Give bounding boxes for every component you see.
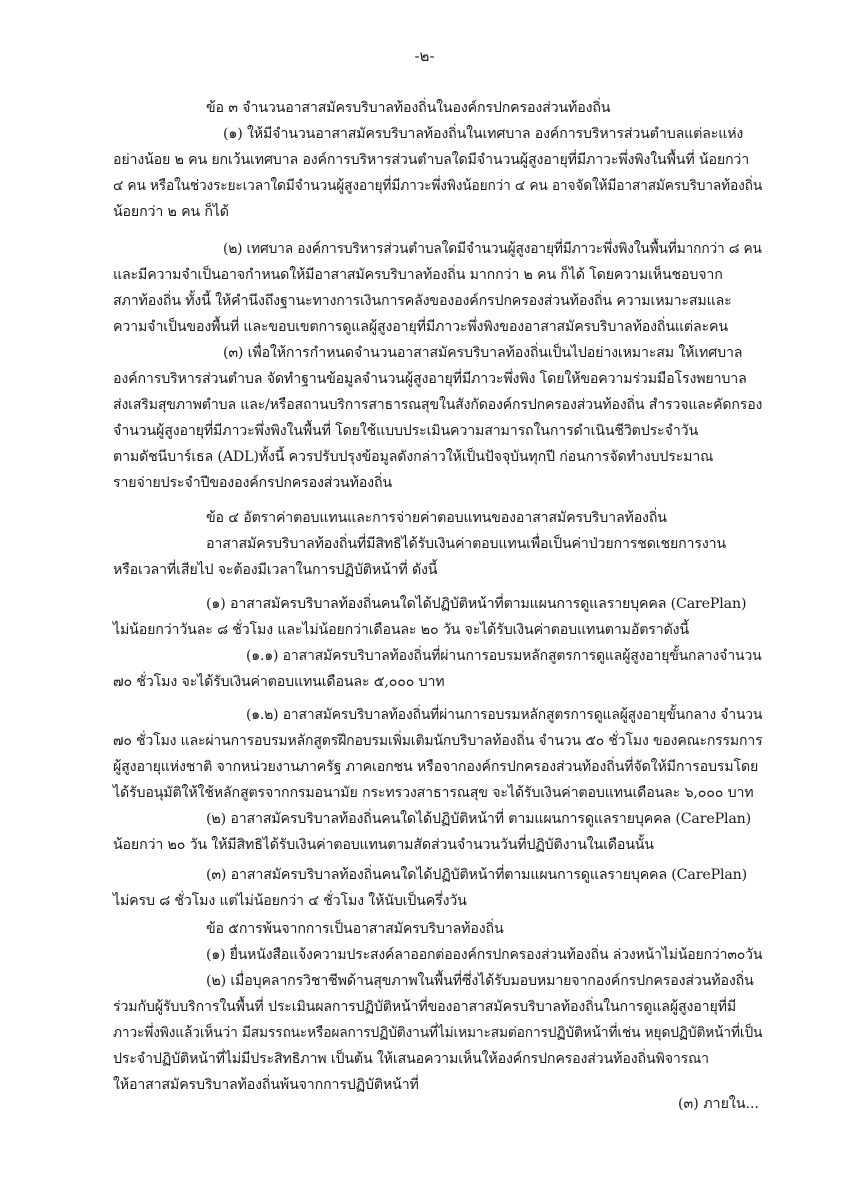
paragraph-line: ๗๐ ชั่วโมง จะได้รับเงินค่าตอบแทนเดือนละ ๕,๐๐๐ บาท <box>113 674 445 690</box>
paragraph-line: ผู้สูงอายุแห่งชาติ จากหน่วยงานภาครัฐ ภาคเอกชน หรือจากองค์กรปกครองส่วนท้องถิ่นที่จัดให้มีการอบรมโดย <box>113 759 759 775</box>
paragraph-line: อาสาสมัครบริบาลท้องถิ่นที่มีสิทธิได้รับเงินค่าตอบแทนเพื่อเป็นค่าป่วยการชดเชยการงาน <box>206 536 726 552</box>
paragraph-line: (๑) อาสาสมัครบริบาลท้องถิ่นคนใดได้ปฏิบัติหน้าที่ตามแผนการดูแลรายบุคคล (CarePlan) <box>206 596 747 612</box>
paragraph-line: องค์การบริหารส่วนตำบล จัดทำฐานข้อมูลจำนวนผู้สูงอายุที่มีภาวะพึ่งพิง โดยให้ขอความร่วมมือโรงพยาบาล <box>113 371 747 387</box>
paragraph-line: ๔ คน หรือในช่วงระยะเวลาใดมีจำนวนผู้สูงอายุที่มีภาวะพึ่งพิงน้อยกว่า ๔ คน อาจจัดให้มีอาสาสมัครบริบาลท้องถิ่น <box>113 178 763 194</box>
paragraph-line: น้อยกว่า ๒๐ วัน ให้มีสิทธิได้รับเงินค่าตอบแทนตามสัดส่วนจำนวนวันที่ปฏิบัติงานในเดือนนั้น <box>113 837 654 853</box>
paragraph-line: ส่งเสริมสุขภาพตำบล และ/หรือสถานบริการสาธารณสุขในสังกัดองค์กรปกครองส่วนท้องถิ่น สำรวจและคัดกรอง <box>113 397 763 413</box>
paragraph-line: รายจ่ายประจำปีขององค์กรปกครองส่วนท้องถิ่น <box>113 475 392 491</box>
paragraph-line: (๑) ยื่นหนังสือแจ้งความประสงค์ลาออกต่อองค์กรปกครองส่วนท้องถิ่น ล่วงหน้าไม่น้อยกว่า๓๐วัน <box>206 947 763 963</box>
paragraph-line: อย่างน้อย ๒ คน ยกเว้นเทศบาล องค์การบริหารส่วนตำบลใดมีจำนวนผู้สูงอายุที่มีภาวะพึ่งพิงในพื้นที่ น้อยกว่า <box>113 152 750 168</box>
paragraph-line: ไม่ครบ ๘ ชั่วโมง แต่ไม่น้อยกว่า ๔ ชั่วโมง ให้นับเป็นครึ่งวัน <box>113 893 467 909</box>
paragraph-line: (๓) เพื่อให้การกำหนดจำนวนอาสาสมัครบริบาลท้องถิ่นเป็นไปอย่างเหมาะสม ให้เทศบาล <box>223 345 743 361</box>
paragraph-line: (๓) อาสาสมัครบริบาลท้องถิ่นคนใดได้ปฏิบัติหน้าที่ตามแผนการดูแลรายบุคคล (CarePlan) <box>206 867 748 883</box>
page-number: -๒- <box>414 47 435 65</box>
paragraph-line: (๒) อาสาสมัครบริบาลท้องถิ่นคนใดได้ปฏิบัติหน้าที่ ตามแผนการดูแลรายบุคคล (CarePlan) <box>206 811 752 827</box>
paragraph-line: (๑.๒) อาสาสมัครบริบาลท้องถิ่นที่ผ่านการอบรมหลักสูตรการดูแลผู้สูงอายุขั้นกลาง จำนวน <box>246 707 763 723</box>
paragraph-line: ประจำปฏิบัติหน้าที่ไม่มีประสิทธิภาพ เป็นต้น ให้เสนอความเห็นให้องค์กรปกครองส่วนท้องถิ่นพิจารณา <box>113 1051 709 1067</box>
continuation-marker: (๓) ภายใน... <box>678 1096 760 1112</box>
paragraph-line: สภาท้องถิ่น ทั้งนี้ ให้คำนึงถึงฐานะทางการเงินการคลังขององค์กรปกครองส่วนท้องถิ่น ความเหมาะสมและ <box>113 293 732 309</box>
paragraph-line: ไม่น้อยกว่าวันละ ๘ ชั่วโมง และไม่น้อยกว่าเดือนละ ๒๐ วัน จะได้รับเงินค่าตอบแทนตามอัตราดังนี้ <box>113 622 689 638</box>
paragraph-line: จำนวนผู้สูงอายุที่มีภาวะพึ่งพิงในพื้นที่ โดยใช้แบบประเมินความสามารถในการดำเนินชีวิตประจำวัน <box>113 423 699 439</box>
paragraph-line: ๗๐ ชั่วโมง และผ่านการอบรมหลักสูตรฝึกอบรมเพิ่มเติมนักบริบาลท้องถิ่น จำนวน ๕๐ ชั่วโมง ของคณะกรรมการ <box>113 733 763 749</box>
paragraph-line: (๒) เมื่อบุคลากรวิชาชีพด้านสุขภาพในพื้นที่ซึ่งได้รับมอบหมายจากองค์กรปกครองส่วนท้องถิ่น <box>206 973 754 989</box>
paragraph-line: (๑) ให้มีจำนวนอาสาสมัครบริบาลท้องถิ่นในเทศบาล องค์การบริหารส่วนตำบลแต่ละแห่ง <box>223 126 744 142</box>
paragraph-line: ความจำเป็นของพื้นที่ และขอบเขตการดูแลผู้สูงอายุที่มีภาวะพึ่งพิงของอาสาสมัครบริบาลท้องถิ่นแต่ละคน <box>113 319 728 335</box>
paragraph-line: (๑.๑) อาสาสมัครบริบาลท้องถิ่นที่ผ่านการอบรมหลักสูตรการดูแลผู้สูงอายุขั้นกลางจำนวน <box>246 648 762 664</box>
paragraph-line: ตามดัชนีบาร์เธล (ADL)ทั้งนี้ ควรปรับปรุงข้อมูลดังกล่าวให้เป็นปัจจุบันทุกปี ก่อนการจัดทำงบประมาณ <box>113 449 714 465</box>
paragraph-line: ได้รับอนุมัติให้ใช้หลักสูตรจากกรมอนามัย กระทรวงสาธารณสุข จะได้รับเงินค่าตอบแทนเดือนละ ๖,๐๐๐ บาท <box>113 785 754 801</box>
clause-4-heading: ข้อ ๔ อัตราค่าตอบแทนและการจ่ายค่าตอบแทนของอาสาสมัครบริบาลท้องถิ่น <box>206 510 667 526</box>
paragraph-line: น้อยกว่า ๒ คน ก็ได้ <box>113 204 229 220</box>
paragraph-line: และมีความจำเป็นอาจกำหนดให้มีอาสาสมัครบริบาลท้องถิ่น มากกว่า ๒ คน ก็ได้ โดยความเห็นชอบจาก <box>113 267 723 283</box>
paragraph-line: ร่วมกับผู้รับบริการในพื้นที่ ประเมินผลการปฏิบัติหน้าที่ของอาสาสมัครบริบาลท้องถิ่นในการดูแลผู้สูงอายุที่มี <box>113 999 737 1015</box>
paragraph-line: ให้อาสาสมัครบริบาลท้องถิ่นพ้นจากการปฏิบัติหน้าที่ <box>113 1077 419 1093</box>
clause-3-heading: ข้อ ๓ จำนวนอาสาสมัครบริบาลท้องถิ่นในองค์กรปกครองส่วนท้องถิ่น <box>206 100 611 116</box>
paragraph-line: หรือเวลาที่เสียไป จะต้องมีเวลาในการปฏิบัติหน้าที่ ดังนี้ <box>113 562 438 578</box>
paragraph-line: ภาวะพึ่งพิงแล้วเห็นว่า มีสมรรถนะหรือผลการปฏิบัติงานที่ไม่เหมาะสมต่อการปฏิบัติหน้าที่เช่น หยุดปฏิบัติหน้าที่เป็น <box>113 1025 763 1041</box>
paragraph-line: (๒) เทศบาล องค์การบริหารส่วนตำบลใดมีจำนวนผู้สูงอายุที่มีภาวะพึ่งพิงในพื้นที่มากกว่า ๘ คน <box>223 241 762 257</box>
clause-5-heading: ข้อ ๕การพ้นจากการเป็นอาสาสมัครบริบาลท้องถิ่น <box>206 921 504 937</box>
